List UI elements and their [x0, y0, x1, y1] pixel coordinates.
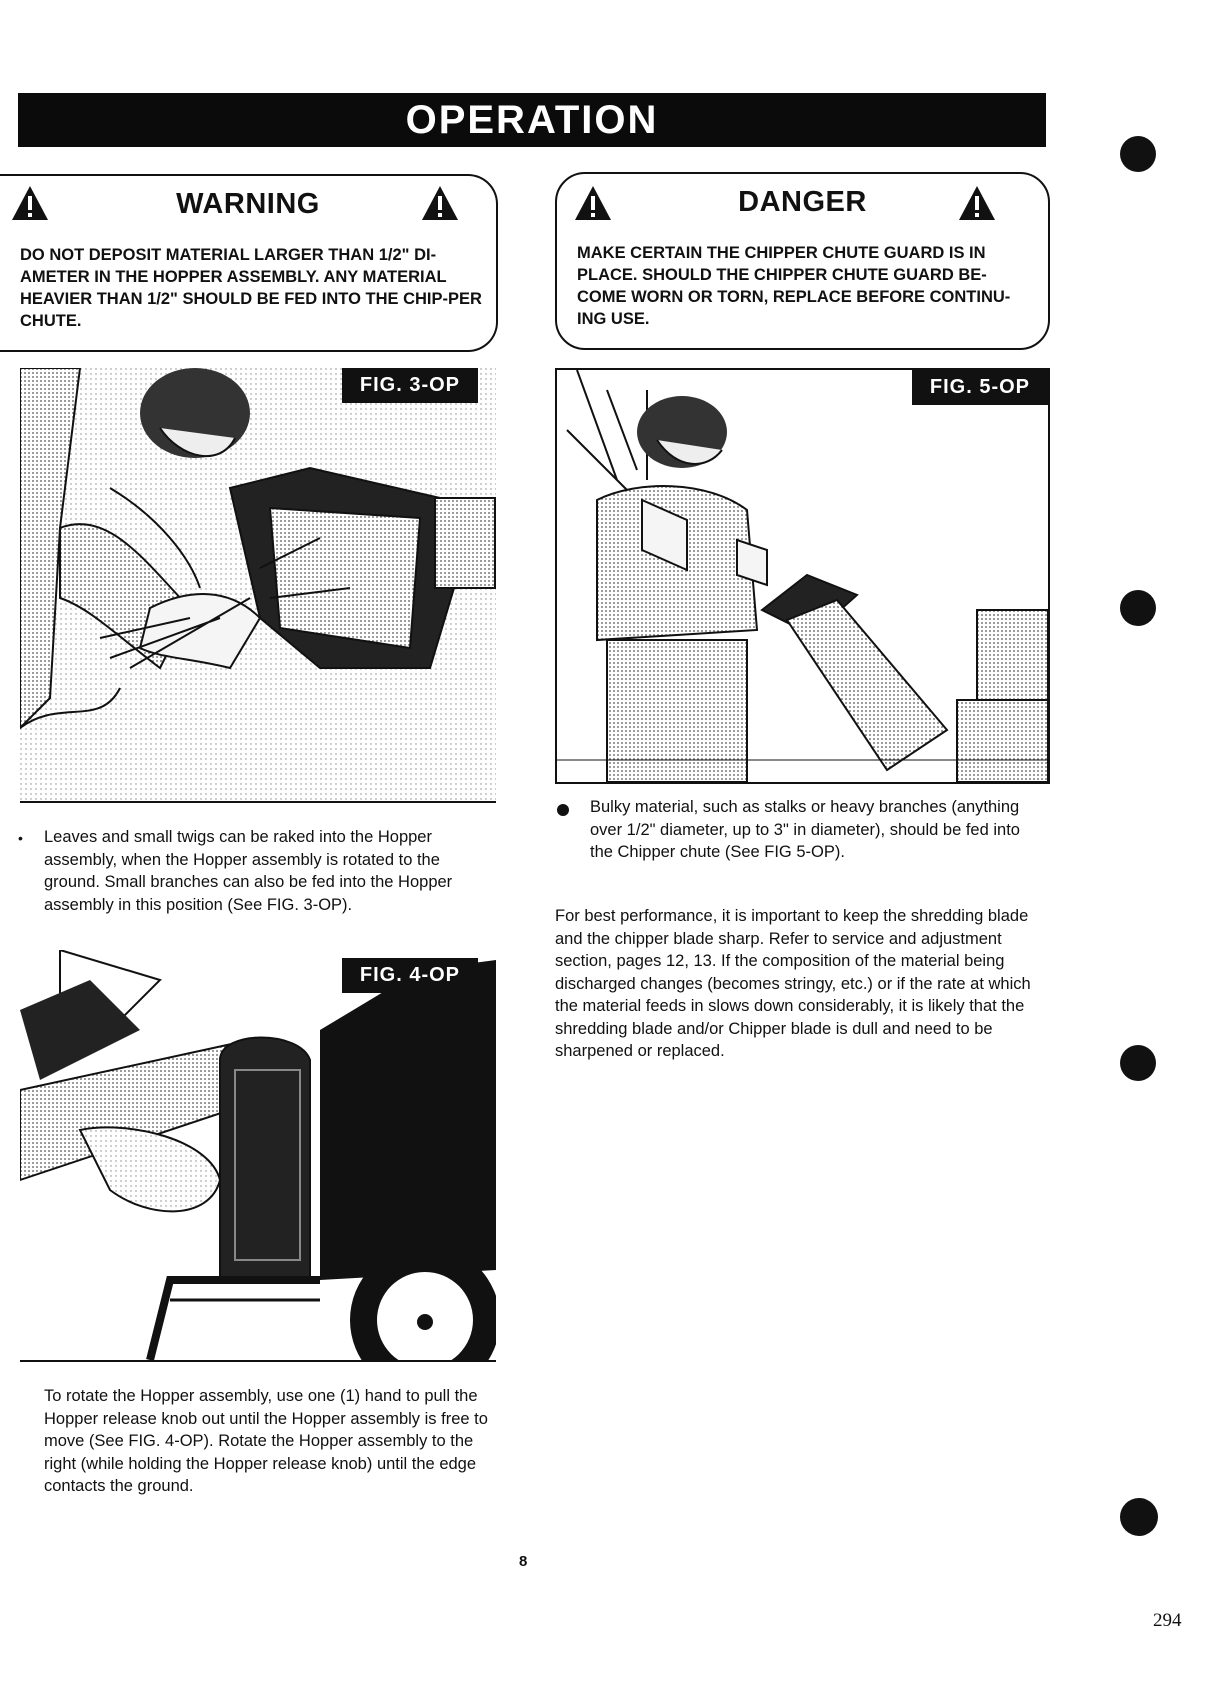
warning-title: WARNING — [176, 188, 320, 220]
document-number: 294 — [1153, 1610, 1182, 1631]
bulky-material-paragraph: Bulky material, such as stalks or heavy branches (anything over 1/2" diameter, up to 3" in diameter), should be fed into the Chipper chute (See FIG 5-OP). — [590, 798, 1020, 861]
figure-3-op — [20, 368, 496, 803]
binder-hole — [1120, 136, 1156, 172]
danger-title: DANGER — [738, 186, 867, 218]
chipper-chute-illustration — [557, 370, 1048, 782]
binder-hole — [1120, 1498, 1158, 1536]
hopper-rotation-illustration — [20, 950, 496, 1360]
figure-4-op — [20, 950, 496, 1362]
danger-triangle-icon — [957, 184, 997, 222]
danger-callout — [555, 172, 1050, 350]
leaves-paragraph: Leaves and small twigs can be raked into the Hopper assembly, when the Hopper assembly is rotated to the ground. Small branches can also be fed into the Hopper assembly in this position (See FIG. 3-OP). — [44, 828, 453, 914]
warning-callout — [0, 174, 498, 352]
page-title: OPERATION — [18, 93, 1046, 147]
binder-hole — [1120, 590, 1156, 626]
rotate-hopper-paragraph: To rotate the Hopper assembly, use one (1) hand to pull the Hopper release knob out until the Hopper assembly is free to move (See FIG. 4-OP). Rotate the Hopper assembly to the right (while holding the Hopper release knob) until the edge contacts the ground. — [44, 1387, 488, 1495]
bullet-dot-icon — [557, 804, 569, 816]
bullet-marker: • — [18, 830, 23, 846]
warning-triangle-icon — [420, 184, 460, 222]
danger-body: MAKE CERTAIN THE CHIPPER CHUTE GUARD IS IN PLACE. SHOULD THE CHIPPER CHUTE GUARD BE-COME WORN OR TORN, REPLACE BEFORE CONTINU-ING USE. — [577, 244, 1011, 328]
figure-label: FIG. 5-OP — [912, 370, 1048, 405]
figure-5-op — [555, 368, 1050, 784]
figure-label: FIG. 3-OP — [342, 368, 478, 403]
warning-body: DO NOT DEPOSIT MATERIAL LARGER THAN 1/2" DI-AMETER IN THE HOPPER ASSEMBLY. ANY MATERIAL HEAVIER THAN 1/2" SHOULD BE FED INTO THE CHIP-PER CHUTE. — [20, 246, 482, 330]
figure-label: FIG. 4-OP — [342, 958, 478, 993]
hopper-loading-illustration — [20, 368, 496, 801]
best-performance-paragraph: For best performance, it is important to keep the shredding blade and the chipper blade sharp. Refer to service and adjustment section, pages 12, 13. If the composition of the material being discharged changes (becomes stringy, etc.) or if the rate at which the material feeds in slows down considerably, it is likely that the shredding blade and/or Chipper blade is dull and need to be sharpened or replaced. — [555, 907, 1031, 1060]
page-number: 8 — [519, 1553, 528, 1570]
binder-hole — [1120, 1045, 1156, 1081]
